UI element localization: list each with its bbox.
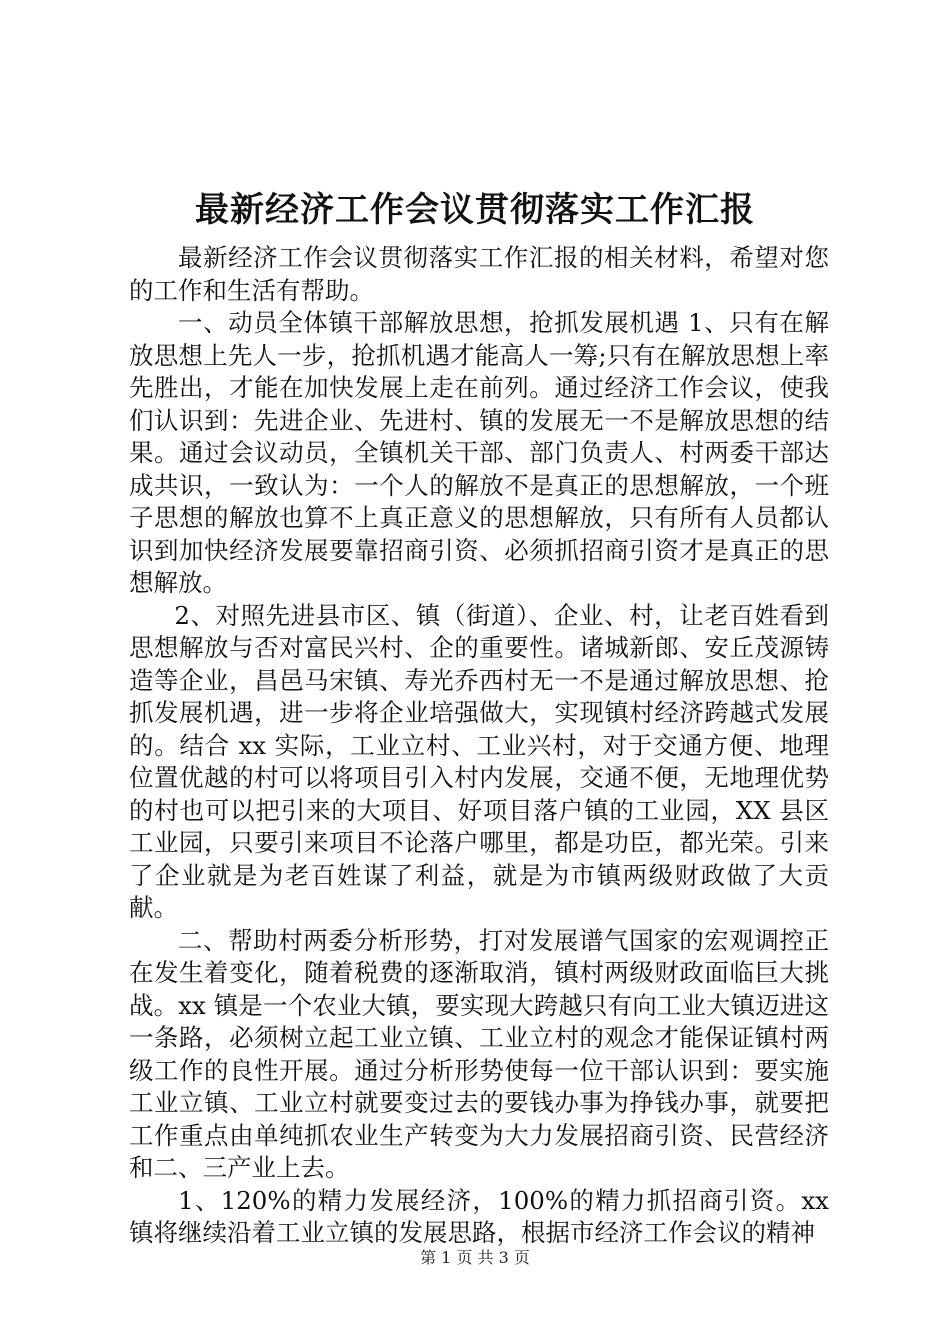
- page-number-footer: 第 1 页 共 3 页: [420, 1248, 530, 1267]
- document-title: 最新经济工作会议贯彻落实工作汇报: [195, 190, 755, 230]
- document-body: [129, 242, 829, 1250]
- paragraph-item-1: 1、120%的精力发展经济，100%的精力抓招商引资。xx 镇将继续沿着工业立镇的发展思路，根据市经济工作会议的精神: [129, 1185, 829, 1247]
- paragraph-section-2: 二、帮助村两委分析形势，打对发展谱气国家的宏观调控正在发生着变化，随着税费的逐渐取消，镇村两级财政面临巨大挑战。xx 镇是一个农业大镇，要实现大跨越只有向工业大镇迈进这一条路，必须树立起工业立镇、工业立村的观念才能保证镇村两级工作的良性开展。通过分析形势使每一位干部认识到：要实施工业立镇、工业立村就要变过去的要钱办事为挣钱办事，就要把工作重点由单纯抓农业生产转变为大力发展招商引资、民营经济和二、三产业上去。: [129, 925, 829, 1182]
- paragraph-section-1: 一、动员全体镇干部解放思想，抢抓发展机遇 1、只有在解放思想上先人一步，抢抓机遇才能高人一筹;只有在解放思想上率先胜出，才能在加快发展上走在前列。通过经济工作会议，使我们认识到：先进企业、先进村、镇的发展无一不是解放思想的结果。通过会议动员，全镇机关干部、部门负责人、村两委干部达成共识，一致认为：一个人的解放不是真正的思想解放，一个班子思想的解放也算不上真正意义的思想解放，只有所有人员都认识到加快经济发展要靠招商引资、必须抓招商引资才是真正的思想解放。: [129, 308, 829, 597]
- paragraph-intro: 最新经济工作会议贯彻落实工作汇报的相关材料，希望对您的工作和生活有帮助。: [129, 243, 829, 305]
- paragraph-item-2: 2、对照先进县市区、镇（街道）、企业、村，让老百姓看到思想解放与否对富民兴村、企的重要性。诸城新郎、安丘茂源铸造等企业，昌邑马宋镇、寿光乔西村无一不是通过解放思想、抢抓发展机遇，进一步将企业培强做大，实现镇村经济跨越式发展的。结合 xx 实际，工业立村、工业兴村，对于交通方便、地理位置优越的村可以将项目引入村内发展，交通不便，无地理优势的村也可以把引来的大项目、好项目落户镇的工业园，XX 县区工业园，只要引来项目不论落户哪里，都是功臣，都光荣。引来了企业就是为老百姓谋了利益，就是为市镇两级财政做了大贡献。: [129, 600, 829, 922]
